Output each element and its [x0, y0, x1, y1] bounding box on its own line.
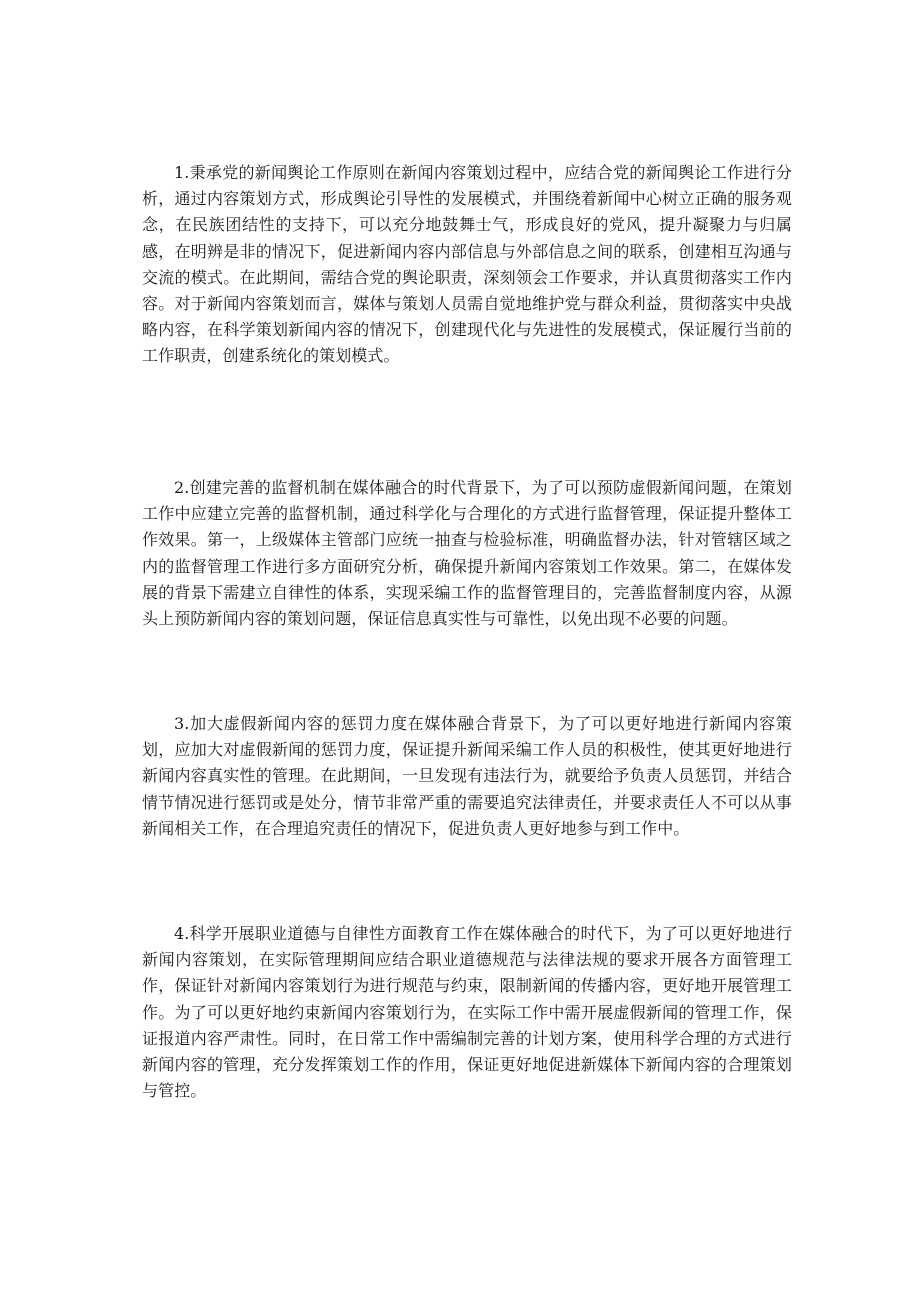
paragraph-4: 4.科学开展职业道德与自律性方面教育工作在媒体融合的时代下，为了可以更好地进行新闻内容策划，在实际管理期间应结合职业道德规范与法律法规的要求开展各方面管理工作，保证针对新闻内容策划行为进行规范与约束，限制新闻的传播内容，更好地开展管理工作。为了可以更好地约束新闻内容策划行为，在实际工作中需开展虚假新闻的管理工作，保证报道内容严肃性。同时，在日常工作中需编制完善的计划方案，使用科学合理的方式进行新闻内容的管理，充分发挥策划工作的作用，保证更好地促进新媒体下新闻内容的合理策划与管控。 [142, 924, 792, 1101]
paragraph-1: 1.秉承党的新闻舆论工作原则在新闻内容策划过程中，应结合党的新闻舆论工作进行分析，通过内容策划方式，形成舆论引导性的发展模式，并围绕着新闻中心树立正确的服务观念，在民族团结性的支持下，可以充分地鼓舞士气，形成良好的党风，提升凝聚力与归属感，在明辨是非的情况下，促进新闻内容内部信息与外部信息之间的联系，创建相互沟通与交流的模式。在此期间，需结合党的舆论职责，深刻领会工作要求，并认真贯彻落实工作内容。对于新闻内容策划而言，媒体与策划人员需自觉地维护党与群众利益，贯彻落实中央战略内容，在科学策划新闻内容的情况下，创建现代化与先进性的发展模式，保证履行当前的工作职责，创建系统化的策划模式。 [142, 163, 792, 366]
paragraph-3: 3.加大虚假新闻内容的惩罚力度在媒体融合背景下，为了可以更好地进行新闻内容策划，应加大对虚假新闻的惩罚力度，保证提升新闻采编工作人员的积极性，使其更好地进行新闻内容真实性的管理。在此期间，一旦发现有违法行为，就要给予负责人员惩罚，并结合情节情况进行惩罚或是处分，情节非常严重的需要追究法律责任，并要求责任人不可以从事新闻相关工作，在合理追究责任的情况下，促进负责人更好地参与到工作中。 [142, 714, 792, 838]
paragraph-2: 2.创建完善的监督机制在媒体融合的时代背景下，为了可以预防虚假新闻问题，在策划工作中应建立完善的监督机制，通过科学化与合理化的方式进行监督管理，保证提升整体工作效果。第一，上级媒体主管部门应统一抽查与检验标准，明确监督办法，针对管辖区域之内的监督管理工作进行多方面研究分析，确保提升新闻内容策划工作效果。第二，在媒体发展的背景下需建立自律性的体系，实现采编工作的监督管理目的，完善监督制度内容，从源头上预防新闻内容的策划问题，保证信息真实性与可靠性，以免出现不必要的问题。 [142, 478, 792, 629]
